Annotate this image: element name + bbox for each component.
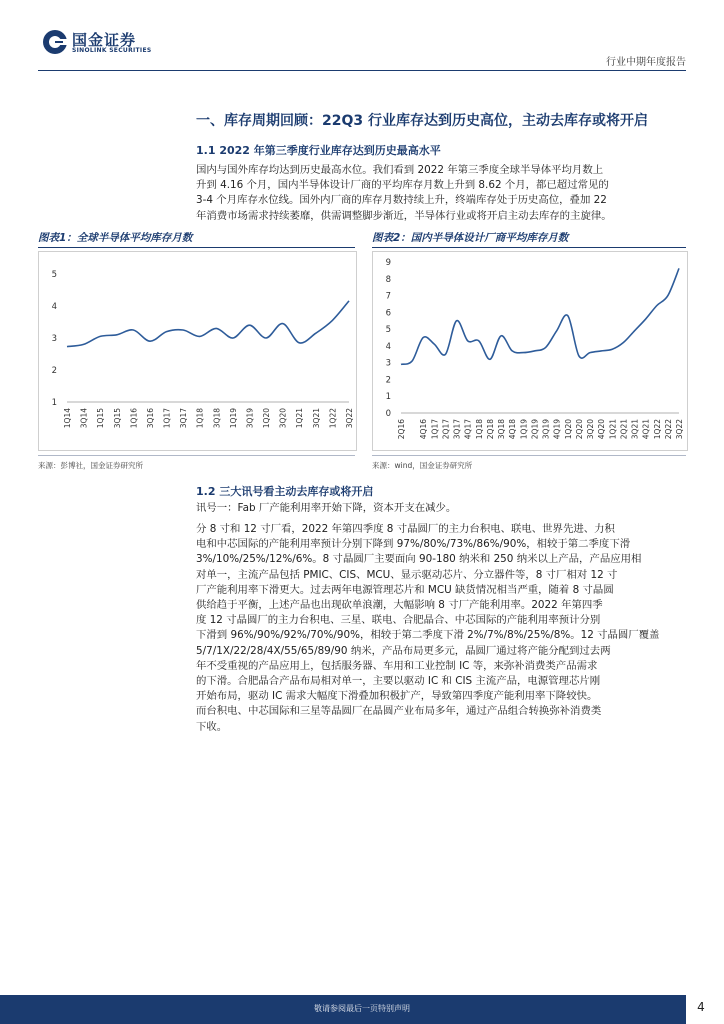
page-number: 4	[697, 1000, 705, 1014]
signal-one-text: 讯号一：Fab 厂产能利用率开始下降，资本开支在减少。	[196, 502, 457, 514]
x-tick-label: 1Q20	[563, 419, 573, 440]
paragraph-line: 年消费市场需求持续萎靡，供需调整脚步渐近，半导体行业或将开启主动去库存的主旋律。	[196, 209, 612, 222]
paragraph-line: 分 8 寸和 12 寸厂看，2022 年第四季度 8 寸晶圆厂的主力台积电、联电、世界先进、力积	[196, 523, 615, 535]
paragraph-line: 对单一，主流产品包括 PMIC、CIS、MCU、显示驱动芯片、分立器件等，8 寸厂相对 12 寸	[196, 568, 618, 581]
x-tick-label: 1Q14	[63, 408, 72, 429]
y-tick-label: 6	[385, 308, 391, 319]
x-tick-label: 2Q20	[574, 419, 584, 440]
sinolink-logo-icon	[42, 29, 68, 55]
subsection-2-title: 1.2 三大讯号看主动去库存或将开启	[196, 485, 374, 498]
figure-2-bottom-rule	[372, 455, 686, 456]
x-tick-label: 1Q18	[195, 408, 205, 429]
x-tick-label: 2Q19	[530, 419, 540, 440]
y-tick-label: 1	[385, 392, 391, 403]
y-tick-label: 4	[51, 302, 57, 312]
paragraph-line: 升到 4.16 个月，国内半导体设计厂商的平均库存月数上升到 8.62 个月，都已超过常见的	[196, 179, 609, 192]
y-tick-label: 3	[51, 334, 57, 344]
y-tick-label: 9	[385, 258, 391, 268]
subsection-1-paragraph	[196, 163, 686, 224]
paragraph-line: 下收。	[196, 720, 228, 733]
x-tick-label: 1Q15	[96, 408, 106, 429]
x-tick-label: 3Q21	[630, 419, 640, 440]
x-tick-label: 3Q16	[145, 408, 155, 429]
figure-2-chart-frame	[372, 251, 688, 451]
x-tick-label: 2Q22	[663, 419, 673, 440]
subsection-1-title: 1.1 2022 年第三季度行业库存达到历史最高水平	[196, 144, 441, 157]
header-divider	[38, 70, 686, 71]
x-tick-label: 3Q20	[586, 419, 596, 440]
figure-1-title: 图表1：全球半导体平均库存月数	[38, 232, 193, 244]
x-tick-label: 1Q16	[129, 408, 139, 429]
figure-2-source: 来源：wind，国金证券研究所	[372, 461, 473, 470]
section-title: 一、库存周期回顾：22Q3 行业库存达到历史高位，主动去库存或将开启	[196, 113, 648, 129]
x-tick-label: 4Q17	[463, 419, 473, 440]
paragraph-line: 供给趋于平衡，上述产品也出现砍单浪潮，大幅影响 8 寸厂产能利用率。2022 年第四季	[196, 599, 603, 612]
y-tick-label: 2	[385, 375, 391, 386]
x-tick-label: 1Q17	[430, 419, 440, 440]
y-tick-label: 7	[385, 291, 391, 302]
x-tick-label: 3Q20	[278, 408, 288, 429]
paragraph-line: 度 12 寸晶圆厂的主力台积电、三星、联电、合肥晶合、中芯国际的产能利用率预计分别	[196, 614, 601, 627]
x-tick-label: 4Q20	[597, 419, 607, 440]
x-tick-label: 1Q19	[228, 408, 238, 429]
figure-1-bottom-rule	[38, 455, 355, 456]
x-tick-label: 2Q16	[397, 419, 406, 440]
figure-1-chart-frame	[38, 251, 357, 451]
x-tick-label: 2Q21	[619, 419, 629, 440]
y-tick-label: 5	[385, 325, 391, 336]
x-tick-label: 3Q15	[112, 408, 122, 429]
y-tick-label: 3	[385, 358, 391, 369]
paragraph-line: 厂产能利用率下滑更大。过去两年电源管理芯片和 MCU 缺货情况相当严重，随着 8 寸晶圆	[196, 583, 614, 596]
footer-disclaimer: 敬请参阅最后一页特别声明	[314, 1004, 410, 1013]
x-tick-label: 3Q18	[212, 408, 222, 429]
x-tick-label: 3Q14	[79, 408, 89, 429]
figure-1-chart	[39, 252, 356, 450]
x-tick-label: 3Q17	[452, 419, 462, 440]
x-tick-label: 3Q18	[497, 419, 507, 440]
subsection-2-paragraph	[196, 522, 686, 735]
paragraph-line: 3%/10%/25%/12%/6%。8 寸晶圆厂主要面向 90-180 纳米和 250 纳米以上产品，产品应用相	[196, 553, 642, 566]
logo-text-en: SINOLINK SECURITIES	[72, 47, 152, 54]
series-line	[67, 301, 349, 347]
x-tick-label: 4Q16	[419, 419, 429, 440]
x-tick-label: 1Q22	[328, 408, 338, 429]
paragraph-line: 国内与国外库存均达到历史最高水位。我们看到 2022 年第三季度全球半导体平均月数上	[196, 164, 604, 176]
logo-text-cn: 国金证券	[72, 31, 137, 49]
paragraph-line: 而台积电、中芯国际和三星等晶圆厂在晶圆产业布局多年，通过产品组合转换弥补消费类	[196, 705, 602, 718]
y-tick-label: 2	[51, 366, 57, 376]
x-tick-label: 4Q18	[508, 419, 518, 440]
x-tick-label: 1Q18	[474, 419, 484, 440]
x-tick-label: 4Q21	[641, 419, 651, 440]
paragraph-line: 5/7/1X/22/28/4X/55/65/89/90 纳米，产品布局更多元，晶圆厂通过将产能分配到过去两	[196, 644, 611, 657]
figure-2-title: 图表2：国内半导体设计厂商平均库存月数	[372, 232, 569, 244]
figure-1-top-rule	[38, 247, 355, 248]
paragraph-line: 的下滑。合肥晶合产品布局相对单一，主要以驱动 IC 和 CIS 主流产品，电源管理芯片刚	[196, 675, 601, 688]
x-tick-label: 3Q19	[541, 419, 551, 440]
x-tick-label: 1Q17	[162, 408, 172, 429]
x-tick-label: 1Q19	[519, 419, 529, 440]
paragraph-line: 下滑到 96%/90%/92%/70%/90%，相较于第二季度下滑 2%/7%/8%/25%/8%。12 寸晶圆厂覆盖	[196, 629, 660, 642]
x-tick-label: 1Q22	[652, 419, 662, 440]
paragraph-line: 开始布局，驱动 IC 需求大幅度下滑叠加积极扩产，导致第四季度产能利用率下降较快。	[196, 690, 598, 703]
x-tick-label: 2Q17	[441, 419, 451, 440]
x-tick-label: 3Q22	[675, 419, 684, 440]
x-tick-label: 3Q22	[345, 408, 354, 429]
figure-2-top-rule	[372, 247, 686, 248]
paragraph-line: 3-4 个月库存水位线。国外内厂商的库存月数持续上升，终端库存处于历史高位，叠加 22	[196, 194, 607, 207]
y-tick-label: 1	[51, 398, 57, 408]
y-tick-label: 0	[385, 409, 391, 419]
x-tick-label: 3Q21	[311, 408, 321, 429]
x-tick-label: 1Q21	[295, 408, 305, 429]
x-tick-label: 2Q18	[485, 419, 495, 440]
x-tick-label: 1Q21	[608, 419, 618, 440]
y-tick-label: 4	[385, 341, 391, 352]
figure-2-chart	[373, 252, 687, 450]
figure-1-source: 来源：彭博社，国金证券研究所	[38, 461, 143, 470]
series-line	[401, 268, 679, 364]
paragraph-line: 电和中芯国际的产能利用率预计分别下降到 97%/80%/73%/86%/90%，相较于第二季度下滑	[196, 538, 631, 551]
y-tick-label: 8	[385, 274, 391, 285]
report-type-label: 行业中期年度报告	[606, 57, 686, 68]
x-tick-label: 4Q19	[552, 419, 562, 440]
x-tick-label: 1Q20	[262, 408, 272, 429]
x-tick-label: 3Q19	[245, 408, 255, 429]
paragraph-line: 年不受重视的产品应用上，包括服务器、车用和工业控制 IC 等，来弥补消费类产品需求	[196, 659, 598, 672]
y-tick-label: 5	[51, 270, 57, 280]
x-tick-label: 3Q17	[179, 408, 189, 429]
